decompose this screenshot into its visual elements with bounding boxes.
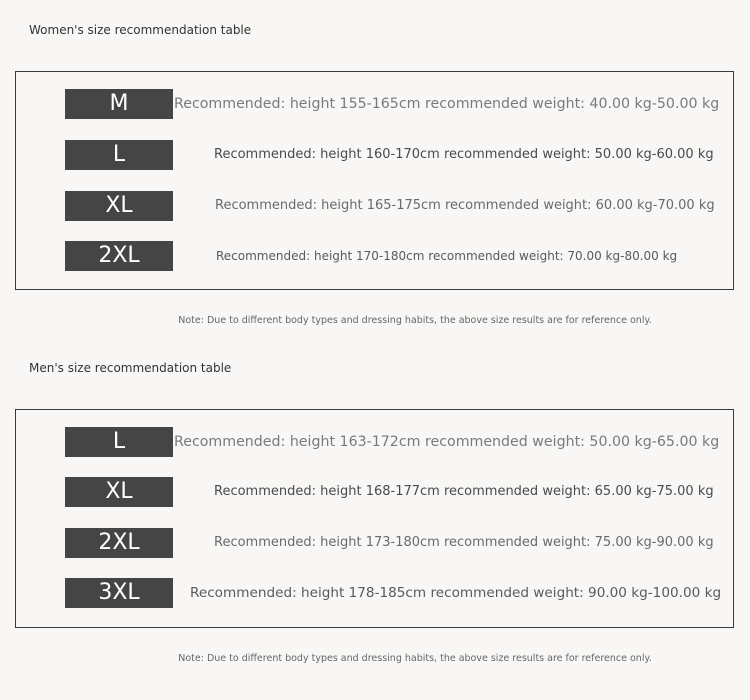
size-row [16,89,733,119]
size-recommendation: Recommended: height 155-165cm recommended weight: 40.00 kg-50.00 kg [174,96,720,112]
size-badge: 2XL [65,241,173,271]
size-row [16,427,733,457]
size-row [16,528,733,558]
size-badge: XL [65,191,173,221]
size-recommendation: Recommended: height 178-185cm recommended weight: 90.00 kg-100.00 kg [190,585,722,601]
size-recommendation: Recommended: height 165-175cm recommended weight: 60.00 kg-70.00 kg [215,198,715,213]
women-table-title: Women's size recommendation table [29,23,252,37]
size-row [16,578,733,608]
size-row [16,140,733,170]
women-disclaimer-note: Note: Due to different body types and dressing habits, the above size results are for reference only. [178,315,652,326]
size-recommendation: Recommended: height 163-172cm recommended weight: 50.00 kg-65.00 kg [174,434,720,450]
men-size-table [15,409,734,628]
size-recommendation: Recommended: height 160-170cm recommended weight: 50.00 kg-60.00 kg [214,147,714,162]
size-recommendation: Recommended: height 168-177cm recommended weight: 65.00 kg-75.00 kg [214,484,714,499]
women-size-table [15,71,734,290]
size-badge: 2XL [65,528,173,558]
size-badge: M [65,89,173,119]
size-row [16,241,733,271]
size-row [16,191,733,221]
size-badge: XL [65,477,173,507]
size-recommendation: Recommended: height 173-180cm recommended weight: 75.00 kg-90.00 kg [214,535,714,550]
size-badge: 3XL [65,578,173,608]
men-disclaimer-note: Note: Due to different body types and dressing habits, the above size results are for reference only. [178,653,652,664]
men-table-title: Men's size recommendation table [29,361,232,375]
size-recommendation: Recommended: height 170-180cm recommended weight: 70.00 kg-80.00 kg [216,249,678,263]
size-badge: L [65,427,173,457]
size-row [16,477,733,507]
size-badge: L [65,140,173,170]
